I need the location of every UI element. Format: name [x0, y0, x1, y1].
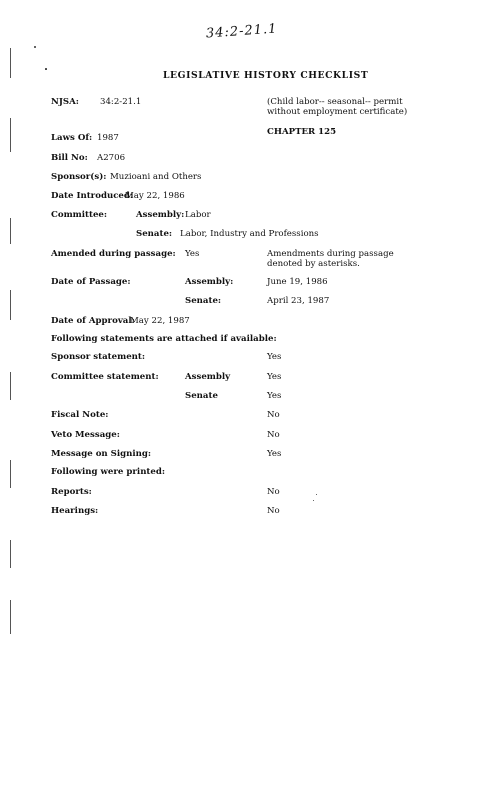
amended-note: Amendments during passage denoted by asterisks. [267, 249, 394, 270]
scan-speck [316, 494, 317, 495]
laws-of-label: Laws Of: [51, 133, 93, 143]
sponsor-statement-label: Sponsor statement: [51, 352, 146, 362]
message-on-signing-value: Yes [267, 449, 282, 459]
committee-assembly-value: Labor [185, 210, 211, 220]
sponsor-statement-value: Yes [267, 352, 282, 362]
committee-statement-label: Committee statement: [51, 372, 159, 382]
date-of-approval-value: May 22, 1987 [130, 316, 190, 326]
statements-heading: Following statements are attached if available: [51, 334, 277, 344]
committee-senate-value: Labor, Industry and Professions [180, 229, 319, 239]
scan-edge-mark [10, 460, 11, 488]
amended-value: Yes [185, 249, 200, 259]
passage-assembly-label: Assembly: [185, 277, 234, 287]
chapter-label: CHAPTER 125 [267, 127, 337, 137]
laws-of-value: 1987 [97, 133, 119, 143]
bill-description: (Child labor-- seasonal-- permit without employment certificate) [267, 97, 408, 118]
committee-statement-senate-label: Senate [185, 391, 218, 401]
reports-label: Reports: [51, 487, 92, 497]
veto-message-label: Veto Message: [51, 430, 120, 440]
committee-statement-assembly-value: Yes [267, 372, 282, 382]
handwritten-note: 34:2-21.1 [205, 21, 278, 42]
committee-statement-assembly-label: Assembly [185, 372, 231, 382]
scan-speck [34, 46, 36, 48]
njsa-value: 34:2-21.1 [100, 97, 142, 107]
committee-statement-senate-value: Yes [267, 391, 282, 401]
passage-assembly-value: June 19, 1986 [267, 277, 328, 287]
hearings-label: Hearings: [51, 506, 99, 516]
scan-edge-mark [10, 218, 11, 244]
scan-edge-mark [10, 118, 11, 152]
bill-no-value: A2706 [97, 153, 126, 163]
scan-edge-mark [10, 600, 11, 634]
reports-value: No [267, 487, 280, 497]
scan-edge-mark [10, 290, 11, 320]
passage-senate-label: Senate: [185, 296, 222, 306]
committee-label: Committee: [51, 210, 108, 220]
hearings-value: No [267, 506, 280, 516]
date-of-approval-label: Date of Approval: [51, 316, 135, 326]
scan-speck [313, 500, 314, 501]
sponsors-value: Muzioani and Others [110, 172, 202, 182]
committee-assembly-label: Assembly: [136, 210, 185, 220]
scan-edge-mark [10, 48, 11, 78]
committee-senate-label: Senate: [136, 229, 173, 239]
amended-label: Amended during passage: [51, 249, 176, 259]
fiscal-note-label: Fiscal Note: [51, 410, 109, 420]
scan-speck [45, 68, 47, 70]
message-on-signing-label: Message on Signing: [51, 449, 152, 459]
date-of-passage-label: Date of Passage: [51, 277, 131, 287]
bill-no-label: Bill No: [51, 153, 88, 163]
passage-senate-value: April 23, 1987 [267, 296, 330, 306]
page-title: LEGISLATIVE HISTORY CHECKLIST [163, 70, 369, 81]
scan-edge-mark [10, 540, 11, 568]
date-introduced-value: May 22, 1986 [125, 191, 185, 201]
njsa-label: NJSA: [51, 97, 79, 107]
scan-edge-mark [10, 372, 11, 400]
sponsors-label: Sponsor(s): [51, 172, 107, 182]
date-introduced-label: Date Introduced: [51, 191, 134, 201]
printed-heading: Following were printed: [51, 467, 166, 477]
fiscal-note-value: No [267, 410, 280, 420]
veto-message-value: No [267, 430, 280, 440]
